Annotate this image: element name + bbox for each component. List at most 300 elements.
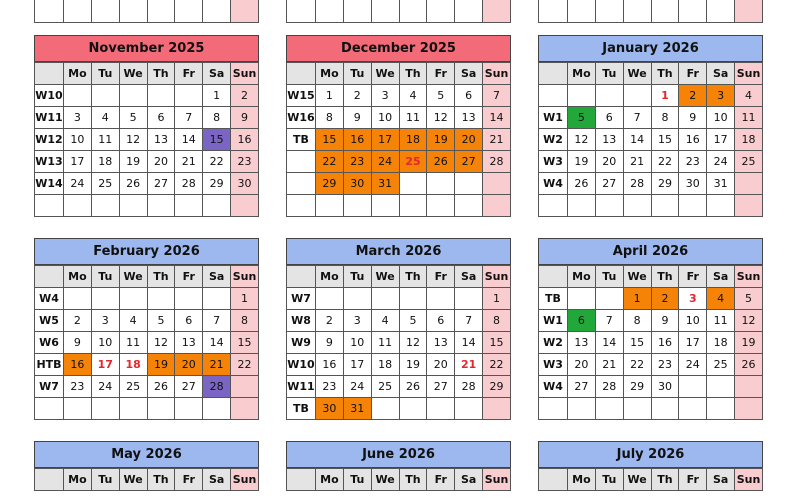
day-of-week-header: Sa bbox=[203, 63, 231, 85]
day-cell: 13 bbox=[455, 107, 483, 129]
week-label: W2 bbox=[539, 332, 568, 354]
month-calendar bbox=[286, 441, 511, 491]
day-of-week-header: Mo bbox=[64, 469, 92, 491]
day-cell: 6 bbox=[568, 310, 596, 332]
day-cell bbox=[483, 398, 511, 420]
week-row bbox=[287, 332, 511, 354]
day-cell bbox=[707, 195, 735, 217]
day-of-week-header: Mo bbox=[568, 469, 596, 491]
day-cell bbox=[119, 85, 147, 107]
week-row bbox=[287, 195, 511, 217]
day-cell: 22 bbox=[316, 151, 344, 173]
day-of-week-header: Mo bbox=[64, 266, 92, 288]
day-cell: 9 bbox=[231, 107, 259, 129]
day-of-week-header: Sa bbox=[707, 63, 735, 85]
day-cell bbox=[175, 195, 203, 217]
week-row bbox=[539, 398, 763, 420]
week-label: W6 bbox=[35, 332, 64, 354]
day-cell: 25 bbox=[119, 376, 147, 398]
day-cell: 5 bbox=[399, 310, 427, 332]
day-cell: 22 bbox=[483, 354, 511, 376]
day-of-week-header: Sa bbox=[455, 63, 483, 85]
day-cell: 7 bbox=[595, 310, 623, 332]
day-cell bbox=[455, 173, 483, 195]
day-cell bbox=[568, 195, 596, 217]
day-cell bbox=[651, 195, 679, 217]
partial-calendar-top-right bbox=[538, 0, 763, 23]
day-of-week-header: Sun bbox=[231, 266, 259, 288]
day-cell: 10 bbox=[343, 332, 371, 354]
week-label: W14 bbox=[35, 173, 64, 195]
day-of-week-header: We bbox=[371, 266, 399, 288]
week-label: W8 bbox=[287, 310, 316, 332]
day-cell bbox=[483, 195, 511, 217]
day-cell: 9 bbox=[316, 332, 344, 354]
day-cell: 22 bbox=[231, 354, 259, 376]
day-cell: 28 bbox=[623, 173, 651, 195]
day-cell bbox=[455, 288, 483, 310]
day-cell: 26 bbox=[399, 376, 427, 398]
week-label: W10 bbox=[35, 85, 64, 107]
day-of-week-header: Sun bbox=[231, 63, 259, 85]
day-cell bbox=[427, 398, 455, 420]
day-of-week-header: We bbox=[623, 266, 651, 288]
week-row bbox=[287, 151, 511, 173]
day-of-week-header: Fr bbox=[427, 63, 455, 85]
day-cell: 1 bbox=[483, 288, 511, 310]
day-cell bbox=[399, 173, 427, 195]
month-grid bbox=[34, 468, 259, 491]
month-title: January 2026 bbox=[538, 35, 763, 62]
day-cell: 29 bbox=[203, 173, 231, 195]
day-cell: 29 bbox=[316, 173, 344, 195]
day-cell: 9 bbox=[343, 107, 371, 129]
day-of-week-header: Tu bbox=[343, 469, 371, 491]
day-cell: 2 bbox=[231, 85, 259, 107]
day-cell: 8 bbox=[316, 107, 344, 129]
day-of-week-header: Fr bbox=[427, 469, 455, 491]
day-cell: 12 bbox=[399, 332, 427, 354]
week-label bbox=[539, 398, 568, 420]
day-cell bbox=[595, 195, 623, 217]
day-cell bbox=[427, 173, 455, 195]
day-cell: 2 bbox=[679, 85, 707, 107]
day-cell: 27 bbox=[427, 376, 455, 398]
week-label: W16 bbox=[287, 107, 316, 129]
week-row bbox=[287, 107, 511, 129]
day-cell bbox=[343, 288, 371, 310]
day-cell: 24 bbox=[679, 354, 707, 376]
day-cell: 23 bbox=[64, 376, 92, 398]
day-cell bbox=[427, 195, 455, 217]
day-of-week-header: Tu bbox=[343, 63, 371, 85]
day-of-week-header: Sa bbox=[707, 266, 735, 288]
day-cell: 28 bbox=[203, 376, 231, 398]
day-cell: 4 bbox=[119, 310, 147, 332]
month-grid bbox=[286, 468, 511, 491]
day-cell: 6 bbox=[455, 85, 483, 107]
week-label: W13 bbox=[35, 151, 64, 173]
day-cell: 17 bbox=[371, 129, 399, 151]
week-label bbox=[35, 195, 64, 217]
day-cell: 15 bbox=[316, 129, 344, 151]
week-row bbox=[539, 151, 763, 173]
week-row bbox=[287, 129, 511, 151]
day-cell: 5 bbox=[735, 288, 763, 310]
week-label: W4 bbox=[539, 376, 568, 398]
month-title: November 2025 bbox=[34, 35, 259, 62]
day-cell: 27 bbox=[175, 376, 203, 398]
day-cell: 6 bbox=[175, 310, 203, 332]
day-cell bbox=[399, 288, 427, 310]
day-cell: 17 bbox=[707, 129, 735, 151]
day-cell bbox=[64, 288, 92, 310]
day-cell: 11 bbox=[119, 332, 147, 354]
day-cell bbox=[427, 288, 455, 310]
day-cell bbox=[623, 85, 651, 107]
day-cell bbox=[316, 195, 344, 217]
day-of-week-header: Sun bbox=[483, 63, 511, 85]
day-cell: 13 bbox=[568, 332, 596, 354]
day-of-week-header: Sun bbox=[483, 469, 511, 491]
day-cell bbox=[203, 398, 231, 420]
day-of-week-header: Th bbox=[651, 63, 679, 85]
week-column-header bbox=[35, 469, 64, 491]
week-label bbox=[539, 85, 568, 107]
day-cell: 3 bbox=[707, 85, 735, 107]
day-of-week-header: Th bbox=[147, 469, 175, 491]
day-cell bbox=[399, 398, 427, 420]
day-cell: 26 bbox=[735, 354, 763, 376]
week-row bbox=[35, 173, 259, 195]
day-cell: 1 bbox=[316, 85, 344, 107]
day-cell: 12 bbox=[119, 129, 147, 151]
day-cell: 8 bbox=[231, 310, 259, 332]
day-cell: 18 bbox=[91, 151, 119, 173]
week-column-header bbox=[287, 63, 316, 85]
day-cell: 15 bbox=[203, 129, 231, 151]
day-cell bbox=[679, 195, 707, 217]
day-cell: 14 bbox=[623, 129, 651, 151]
week-label: TB bbox=[287, 129, 316, 151]
day-of-week-header: Fr bbox=[175, 469, 203, 491]
day-cell: 16 bbox=[231, 129, 259, 151]
week-label: W15 bbox=[287, 85, 316, 107]
day-cell: 30 bbox=[651, 376, 679, 398]
day-cell: 11 bbox=[735, 107, 763, 129]
day-cell: 16 bbox=[343, 129, 371, 151]
day-cell bbox=[147, 288, 175, 310]
day-cell: 19 bbox=[427, 129, 455, 151]
day-cell: 21 bbox=[175, 151, 203, 173]
day-cell bbox=[64, 398, 92, 420]
day-cell: 28 bbox=[595, 376, 623, 398]
day-cell: 12 bbox=[568, 129, 596, 151]
day-cell: 4 bbox=[707, 288, 735, 310]
day-cell bbox=[707, 376, 735, 398]
day-cell: 18 bbox=[119, 354, 147, 376]
day-cell: 24 bbox=[64, 173, 92, 195]
day-cell: 22 bbox=[203, 151, 231, 173]
day-cell bbox=[679, 398, 707, 420]
day-cell: 1 bbox=[623, 288, 651, 310]
day-cell: 13 bbox=[595, 129, 623, 151]
day-of-week-header: We bbox=[119, 469, 147, 491]
month-grid bbox=[286, 265, 511, 420]
week-row bbox=[539, 107, 763, 129]
day-cell: 27 bbox=[147, 173, 175, 195]
day-cell: 21 bbox=[623, 151, 651, 173]
day-cell: 21 bbox=[203, 354, 231, 376]
week-row bbox=[539, 173, 763, 195]
month-title: December 2025 bbox=[286, 35, 511, 62]
day-cell: 10 bbox=[64, 129, 92, 151]
day-cell: 25 bbox=[371, 376, 399, 398]
day-cell: 14 bbox=[483, 107, 511, 129]
week-row bbox=[35, 151, 259, 173]
day-of-week-header: Th bbox=[651, 266, 679, 288]
day-cell: 28 bbox=[483, 151, 511, 173]
day-cell: 5 bbox=[147, 310, 175, 332]
day-cell bbox=[623, 398, 651, 420]
day-cell bbox=[91, 85, 119, 107]
day-cell: 12 bbox=[147, 332, 175, 354]
day-cell: 19 bbox=[568, 151, 596, 173]
week-row bbox=[539, 376, 763, 398]
week-label: W9 bbox=[287, 332, 316, 354]
day-cell: 15 bbox=[623, 332, 651, 354]
day-cell: 19 bbox=[399, 354, 427, 376]
day-cell bbox=[455, 195, 483, 217]
week-label: W10 bbox=[287, 354, 316, 376]
day-cell: 3 bbox=[679, 288, 707, 310]
week-row bbox=[539, 332, 763, 354]
month-title: May 2026 bbox=[34, 441, 259, 468]
week-label: W11 bbox=[287, 376, 316, 398]
day-cell: 23 bbox=[343, 151, 371, 173]
week-column-header bbox=[35, 63, 64, 85]
week-column-header bbox=[287, 266, 316, 288]
day-of-week-header: Th bbox=[399, 63, 427, 85]
day-of-week-header: Tu bbox=[91, 63, 119, 85]
week-row bbox=[539, 310, 763, 332]
month-calendar bbox=[34, 238, 259, 420]
week-label: W1 bbox=[539, 107, 568, 129]
month-title: February 2026 bbox=[34, 238, 259, 265]
day-cell: 1 bbox=[231, 288, 259, 310]
day-of-week-header: Sun bbox=[231, 469, 259, 491]
day-of-week-header: We bbox=[119, 63, 147, 85]
week-row bbox=[35, 195, 259, 217]
week-column-header bbox=[539, 266, 568, 288]
week-label: W5 bbox=[35, 310, 64, 332]
day-cell bbox=[147, 195, 175, 217]
day-cell bbox=[483, 173, 511, 195]
day-cell: 3 bbox=[64, 107, 92, 129]
day-cell bbox=[735, 195, 763, 217]
week-row bbox=[35, 398, 259, 420]
day-cell: 28 bbox=[455, 376, 483, 398]
month-grid bbox=[538, 62, 763, 217]
day-cell: 16 bbox=[316, 354, 344, 376]
day-cell: 24 bbox=[371, 151, 399, 173]
week-row bbox=[35, 310, 259, 332]
day-cell: 23 bbox=[231, 151, 259, 173]
week-row bbox=[539, 288, 763, 310]
day-cell: 25 bbox=[399, 151, 427, 173]
week-row bbox=[287, 288, 511, 310]
day-cell: 13 bbox=[147, 129, 175, 151]
week-label: HTB bbox=[35, 354, 64, 376]
month-calendar bbox=[34, 441, 259, 491]
week-label bbox=[35, 398, 64, 420]
day-of-week-header: Tu bbox=[595, 266, 623, 288]
week-row bbox=[35, 85, 259, 107]
day-cell bbox=[735, 173, 763, 195]
week-row bbox=[539, 85, 763, 107]
day-cell: 19 bbox=[119, 151, 147, 173]
day-cell: 13 bbox=[175, 332, 203, 354]
week-label: TB bbox=[539, 288, 568, 310]
day-cell: 11 bbox=[371, 332, 399, 354]
day-of-week-header: Tu bbox=[595, 63, 623, 85]
day-cell bbox=[651, 398, 679, 420]
week-label bbox=[287, 173, 316, 195]
week-row bbox=[539, 129, 763, 151]
day-of-week-header: Sun bbox=[735, 266, 763, 288]
day-cell: 20 bbox=[147, 151, 175, 173]
day-cell: 26 bbox=[119, 173, 147, 195]
month-grid bbox=[538, 468, 763, 491]
day-of-week-header: Fr bbox=[175, 63, 203, 85]
day-cell bbox=[203, 195, 231, 217]
day-cell: 30 bbox=[231, 173, 259, 195]
day-cell bbox=[91, 288, 119, 310]
day-cell: 19 bbox=[735, 332, 763, 354]
day-of-week-header: Sa bbox=[707, 469, 735, 491]
day-of-week-header: Sa bbox=[203, 266, 231, 288]
day-cell: 16 bbox=[64, 354, 92, 376]
day-cell: 5 bbox=[568, 107, 596, 129]
day-cell bbox=[316, 288, 344, 310]
day-cell: 8 bbox=[623, 310, 651, 332]
day-of-week-header: Sun bbox=[735, 63, 763, 85]
day-of-week-header: We bbox=[371, 469, 399, 491]
day-cell: 15 bbox=[651, 129, 679, 151]
day-cell: 18 bbox=[371, 354, 399, 376]
day-of-week-header: We bbox=[119, 266, 147, 288]
day-cell: 4 bbox=[371, 310, 399, 332]
month-calendar bbox=[538, 441, 763, 491]
day-cell: 8 bbox=[651, 107, 679, 129]
day-of-week-header: Th bbox=[399, 469, 427, 491]
month-calendar bbox=[34, 35, 259, 217]
week-row bbox=[287, 310, 511, 332]
day-cell: 7 bbox=[175, 107, 203, 129]
month-grid bbox=[286, 62, 511, 217]
month-grid bbox=[34, 62, 259, 217]
week-label: W7 bbox=[287, 288, 316, 310]
day-cell: 11 bbox=[707, 310, 735, 332]
day-cell: 3 bbox=[91, 310, 119, 332]
week-row bbox=[35, 354, 259, 376]
day-cell: 14 bbox=[455, 332, 483, 354]
day-cell: 9 bbox=[651, 310, 679, 332]
day-cell bbox=[64, 195, 92, 217]
day-cell bbox=[455, 398, 483, 420]
day-cell: 30 bbox=[679, 173, 707, 195]
day-cell: 21 bbox=[595, 354, 623, 376]
day-cell bbox=[91, 398, 119, 420]
day-cell bbox=[203, 288, 231, 310]
day-cell: 9 bbox=[679, 107, 707, 129]
day-cell bbox=[175, 85, 203, 107]
day-cell: 18 bbox=[735, 129, 763, 151]
day-cell: 11 bbox=[399, 107, 427, 129]
day-cell: 8 bbox=[203, 107, 231, 129]
day-cell: 6 bbox=[147, 107, 175, 129]
day-cell: 20 bbox=[568, 354, 596, 376]
day-cell: 20 bbox=[175, 354, 203, 376]
day-cell: 21 bbox=[483, 129, 511, 151]
day-cell bbox=[119, 288, 147, 310]
day-cell bbox=[175, 398, 203, 420]
day-of-week-header: We bbox=[623, 63, 651, 85]
day-of-week-header: Mo bbox=[316, 266, 344, 288]
day-cell bbox=[119, 195, 147, 217]
day-cell: 7 bbox=[455, 310, 483, 332]
week-label: W1 bbox=[539, 310, 568, 332]
day-cell bbox=[371, 398, 399, 420]
day-cell: 6 bbox=[595, 107, 623, 129]
day-cell: 26 bbox=[427, 151, 455, 173]
day-of-week-header: Sa bbox=[455, 469, 483, 491]
month-calendar bbox=[538, 238, 763, 420]
day-cell: 22 bbox=[651, 151, 679, 173]
week-label: TB bbox=[287, 398, 316, 420]
day-cell: 29 bbox=[623, 376, 651, 398]
day-cell: 10 bbox=[91, 332, 119, 354]
month-grid bbox=[34, 265, 259, 420]
week-label: W2 bbox=[539, 129, 568, 151]
week-row bbox=[35, 288, 259, 310]
day-cell: 15 bbox=[483, 332, 511, 354]
week-label: W7 bbox=[35, 376, 64, 398]
week-label: W3 bbox=[539, 354, 568, 376]
week-label: W4 bbox=[539, 173, 568, 195]
week-label: W12 bbox=[35, 129, 64, 151]
day-cell: 19 bbox=[147, 354, 175, 376]
day-of-week-header: Mo bbox=[316, 469, 344, 491]
month-title: April 2026 bbox=[538, 238, 763, 265]
day-of-week-header: Tu bbox=[343, 266, 371, 288]
day-cell: 20 bbox=[455, 129, 483, 151]
day-cell: 17 bbox=[343, 354, 371, 376]
day-cell bbox=[91, 195, 119, 217]
day-cell: 7 bbox=[623, 107, 651, 129]
day-cell: 21 bbox=[455, 354, 483, 376]
day-cell: 12 bbox=[427, 107, 455, 129]
day-cell: 4 bbox=[735, 85, 763, 107]
month-grid bbox=[538, 265, 763, 420]
day-cell: 16 bbox=[679, 129, 707, 151]
day-cell bbox=[231, 195, 259, 217]
day-cell bbox=[343, 195, 371, 217]
day-cell: 26 bbox=[147, 376, 175, 398]
day-cell: 26 bbox=[568, 173, 596, 195]
day-cell: 2 bbox=[343, 85, 371, 107]
day-cell: 10 bbox=[679, 310, 707, 332]
